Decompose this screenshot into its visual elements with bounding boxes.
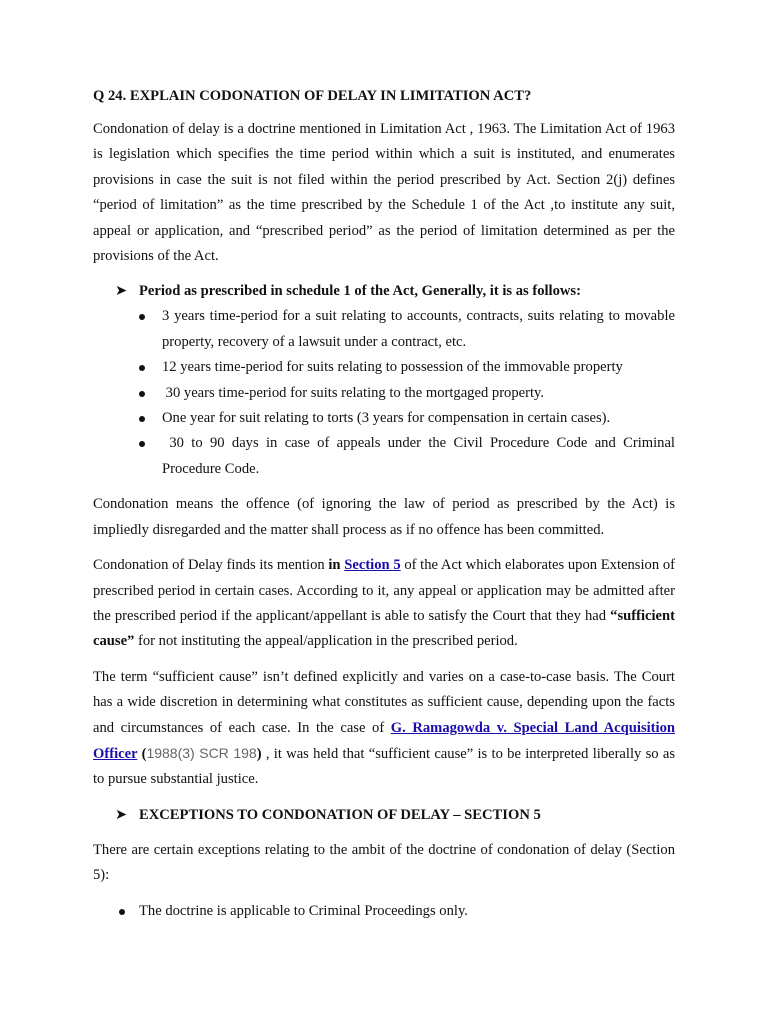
list-item-text: The doctrine is applicable to Criminal Proceedings only. — [139, 902, 468, 919]
condonation-meaning-paragraph: Condonation means the offence (of ignoring the law of period as prescribed by the Act) is impliedly disregarded and the matter shall process as if no offence has been committed. — [93, 496, 675, 538]
case-citation: 1988(3) SCR 198 — [146, 744, 257, 761]
arrow-bullet-icon: ➤ — [115, 283, 128, 300]
list-item — [137, 381, 675, 406]
list-item — [137, 406, 675, 431]
list-item-text: 30 years time-period for suits relating to the mortgaged property. — [165, 384, 545, 401]
schedule-heading — [115, 279, 675, 304]
bullet-icon — [139, 365, 145, 371]
sufficient-cause-paragraph: The term “sufficient cause” isn’t defined explicitly and varies on a case-to-case basis. The Court has a wide discretion in determining what constitutes as sufficient cause, depending upon the facts and circumstances of each case. In the case of G. Ramagowda v. Special Land Acquisition Officer (1988(3) SCR 198) , it was held that “sufficient cause” is to be interpreted liberally so as to pursue substantial justice. — [93, 668, 676, 788]
section5-paragraph: Condonation of Delay finds its mention in Section 5 of the Act which elaborates upon Extension of prescribed period in certain cases. According to it, any appeal or application may be admitted after the prescribed period if the applicant/appellant is able to satisfy the Court that they had “sufficient cause” for not instituting the appeal/application in the prescribed period. — [93, 557, 675, 650]
period-list — [137, 304, 675, 482]
intro-paragraph: Condonation of delay is a doctrine mentioned in Limitation Act , 1963. The Limitation Act of 1963 is legislation which specifies the time period within which a suit is instituted, and enumerates provisions in case the suit is not filed within the period prescribed by Act. Section 2(j) defines “period of limitation” as the time prescribed by the Schedule 1 of the Act ,to institute any suit, appeal or application, and “prescribed period” as the period of limitation determined as per the provisions of the Act. — [93, 121, 675, 265]
list-item — [117, 899, 675, 924]
section-5-link[interactable]: Section 5 — [344, 557, 401, 574]
case-law-link[interactable]: G. Ramagowda v. Special Land Acquisition Officer — [93, 719, 676, 762]
list-item — [137, 431, 675, 482]
list-item — [137, 304, 675, 355]
sufficient-cause-emphasis: “sufficient cause” — [93, 607, 675, 650]
list-item-text: 30 to 90 days in case of appeals under the Civil Procedure Code and Criminal Procedure Code. — [162, 435, 675, 477]
list-item-text: One year for suit relating to torts (3 years for compensation in certain cases). — [162, 410, 611, 427]
list-item-text: 3 years time-period for a suit relating to accounts, contracts, suits relating to movable property, recovery of a lawsuit under a contract, etc. — [162, 308, 675, 350]
list-item-text: 12 years time-period for suits relating to possession of the immovable property — [162, 359, 623, 376]
bullet-icon — [119, 909, 125, 915]
exceptions-heading — [115, 803, 675, 828]
document-body — [93, 85, 675, 924]
list-item — [137, 355, 675, 380]
bullet-icon — [139, 314, 145, 320]
question-heading: Q 24. EXPLAIN CODONATION OF DELAY IN LIMITATION ACT? — [93, 88, 532, 104]
bullet-icon — [139, 391, 145, 397]
bullet-icon — [139, 441, 145, 447]
schedule-heading-text: Period as prescribed in schedule 1 of the Act, Generally, it is as follows: — [139, 283, 581, 300]
bullet-icon — [139, 416, 145, 422]
exceptions-list — [117, 899, 675, 924]
arrow-bullet-icon: ➤ — [115, 806, 128, 823]
exceptions-heading-text: EXCEPTIONS TO CONDONATION OF DELAY – SECTION 5 — [139, 806, 541, 823]
exceptions-intro-paragraph: There are certain exceptions relating to the ambit of the doctrine of condonation of delay (Section 5): — [93, 841, 675, 884]
